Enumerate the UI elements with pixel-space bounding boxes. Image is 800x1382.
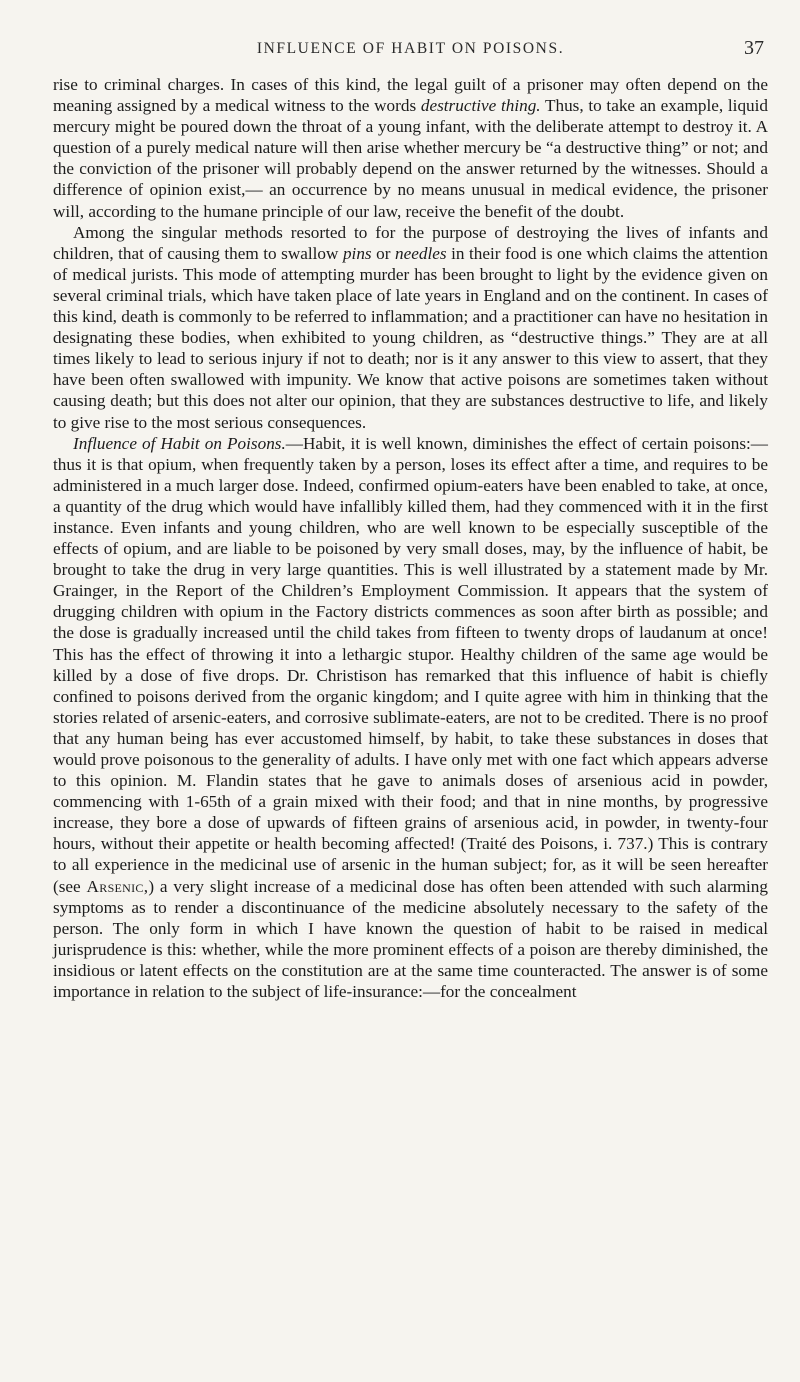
italic-term-destructive-thing: destructive thing. (420, 96, 541, 116)
italic-term-pins: pins (342, 243, 372, 263)
text-run: or (371, 243, 395, 263)
paragraph-pins-needles (53, 222, 768, 433)
italic-term-needles: needles (395, 243, 447, 263)
text-run: —Habit, it is well known, diminishes the effect of certain poisons:—thus it is that opium, when frequently taken by a person, loses its effect after a time, and requires to be administered in a much larger dose. Indeed, confirmed opium-eaters have been enabled to take, at once, a quantity of the drug which would have infallibly killed them, had they commenced with it in the first instance. Even infants and young children, who are well known to be especially susceptible of the effects of opium, and are liable to be poisoned by very small doses, may, by the influence of habit, be brought to take the drug in very large quantities. This is well illustrated by a statement made by Mr. Grainger, in the Report of the Children’s Employment Commission. It appears that the system of drugging children with opium in the Factory districts commences as soon after birth as possible; and the dose is gradually increased until the child takes from fifteen to twenty drops of laudanum at once! This has the effect of throwing it into a lethargic stupor. Healthy children of the same age would be killed by a dose of five drops. Dr. Christison has remarked that this influence of habit is chiefly confined to poisons derived from the organic kingdom; and I quite agree with him in thinking that the stories related of arsenic-eaters, and corrosive sublimate-eaters, are not to be credited. There is no proof that any human being has ever accustomed himself, by habit, to take these substances in doses that would prove poisonous to the generality of adults. I have only met with one fact which appears adverse to this opinion. M. Flandin states that he gave to animals doses of arsenious acid in powder, commencing with 1-65th of a grain mixed with their food; and that in nine months, by progressive increase, they bore a dose of upwards of fifteen grains of arsenious acid, in powder, in twenty-four hours, without their appetite or health becoming affected! (Traité des Poisons, i. 737.) This is contrary to all experience in the medicinal use of arsenic in the human subject; for, as it will be seen hereafter (see (53, 433, 768, 896)
text-run: Thus, to take an example, liquid mercury might be poured down the throat of a young infant, with the deliberate attempt to destroy it. A question of a purely medical nature will then arise whether mercury be “a destructive thing” or not; and the conviction of the prisoner will probably depend on the answer returned by the witnesses. Should a difference of opinion exist,— an occurrence by no means unusual in medical evidence, the prisoner will, according to the humane principle of our law, receive the benefit of the doubt. (53, 96, 769, 221)
text-run: Among the singular methods resorted to for the purpose of destroying the lives of infants and children, that of causing them to swallow (53, 222, 768, 263)
page-number: 37 (744, 37, 764, 59)
text-run: rise to criminal charges. In cases of this kind, the legal guilt of a prisoner may often depend on the meaning assigned by a medical witness to the words (53, 75, 768, 116)
section-heading-influence-of-habit: Influence of Habit on Poisons. (73, 433, 286, 453)
text-run: ) a very slight increase of a medicinal dose has often been attended with such alarming symptoms as to render a discontinuance of the medicine absolutely necessary to the safety of the person. The only form in which I have known the question of habit to be raised in medical jurisprudence is this: whether, while the more prominent effects of a poison are thereby diminished, the insidious or latent effects on the constitution are at the same time counteracted. The answer is of some importance in relation to the subject of life-insurance:—for the concealment (53, 876, 768, 1002)
paragraph-influence-of-habit (53, 433, 768, 1003)
cross-reference-arsenic: Arsenic, (86, 876, 149, 896)
text-run: in their food is one which claims the attention of medical jurists. This mode of attempting murder has been brought to light by the evidence given on several criminal trials, which have taken place of late years in England and on the continent. In cases of this kind, death is commonly to be referred to inflammation; and a practitioner can have no hesitation in designating these bodies, when exhibited to young children, as “destructive things.” They are at all times likely to lead to serious injury if not to death; nor is it any answer to this view to assert, that they have been often swallowed with impunity. We know that active poisons are sometimes taken without causing death; but this does not alter our opinion, that they are substances destructive to life, and likely to give rise to the most serious consequences. (53, 243, 768, 432)
running-head: INFLUENCE OF HABIT ON POISONS. (256, 40, 565, 57)
paragraph-criminal-charges (53, 74, 768, 222)
body-text (53, 74, 768, 1002)
page-header (53, 37, 768, 74)
